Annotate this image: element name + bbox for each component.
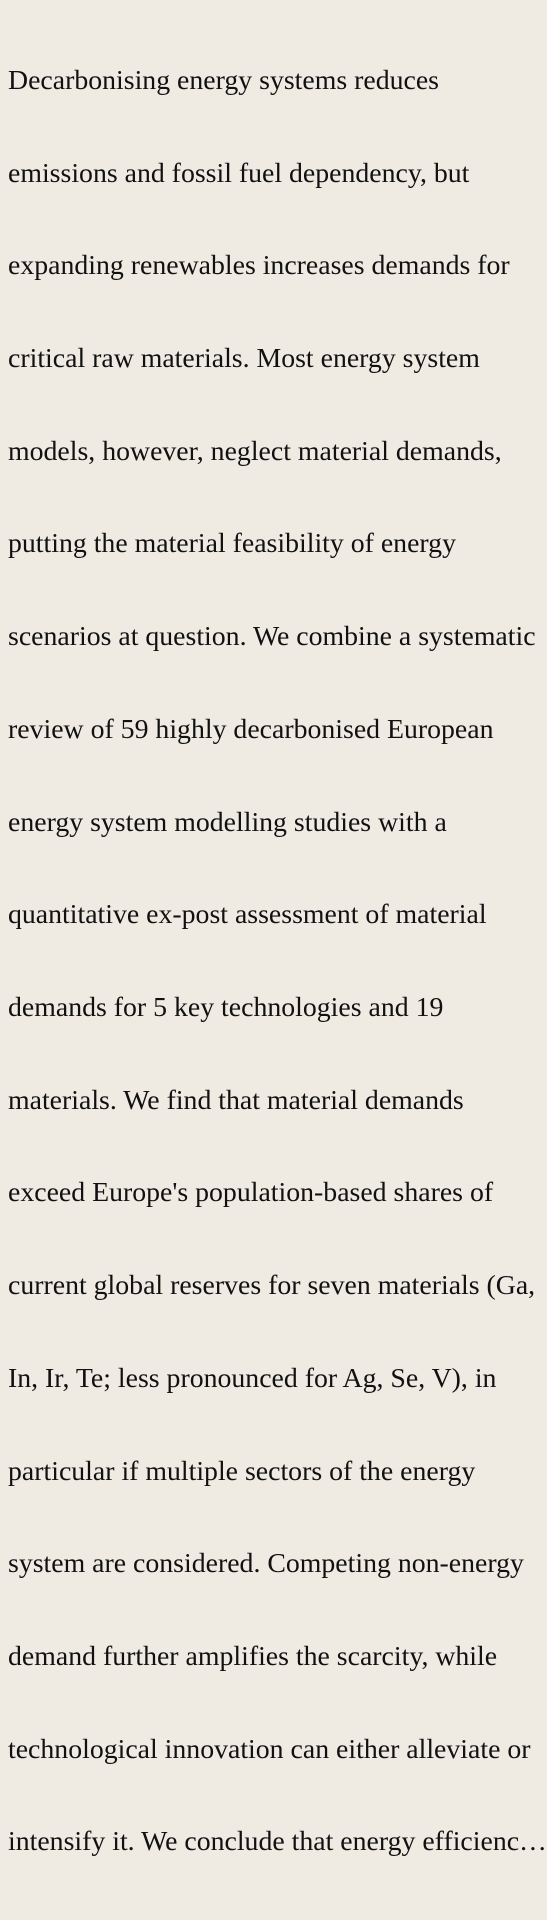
abstract-text bbox=[8, 4, 547, 1920]
abstract-line: materials. We find that material demands bbox=[8, 1084, 464, 1116]
abstract-line: quantitative ex-post assessment of material bbox=[8, 899, 487, 931]
abstract-line: current global reserves for seven materials (Ga, bbox=[8, 1270, 536, 1302]
abstract-line: energy system modelling studies with a bbox=[8, 806, 447, 838]
abstract-line: technological innovation can either alleviate or bbox=[8, 1733, 531, 1765]
abstract-line: review of 59 highly decarbonised European bbox=[8, 713, 494, 745]
abstract-line: scenarios at question. We combine a systematic bbox=[8, 621, 536, 653]
abstract-line: exceed Europe's population-based shares of bbox=[8, 1177, 494, 1209]
abstract-line: critical raw materials. Most energy system bbox=[8, 342, 480, 374]
abstract-line: Decarbonising energy systems reduces bbox=[8, 64, 439, 96]
abstract-line: models, however, neglect material demands, bbox=[8, 435, 502, 467]
abstract-line: system are considered. Competing non-energy bbox=[8, 1548, 524, 1580]
abstract-line: emissions and fossil fuel dependency, but bbox=[8, 157, 470, 189]
abstract-line: demands for 5 key technologies and 19 bbox=[8, 992, 444, 1023]
abstract-line: putting the material feasibility of energy bbox=[8, 528, 456, 560]
abstract-line: demand further amplifies the scarcity, while bbox=[8, 1641, 498, 1673]
abstract-line: intensify it. We conclude that energy efficienc… bbox=[8, 1826, 547, 1858]
abstract-line: expanding renewables increases demands for bbox=[8, 250, 510, 282]
abstract-line: particular if multiple sectors of the energy bbox=[8, 1455, 476, 1487]
abstract-line: In, Ir, Te; less pronounced for Ag, Se, V), in bbox=[8, 1362, 497, 1394]
